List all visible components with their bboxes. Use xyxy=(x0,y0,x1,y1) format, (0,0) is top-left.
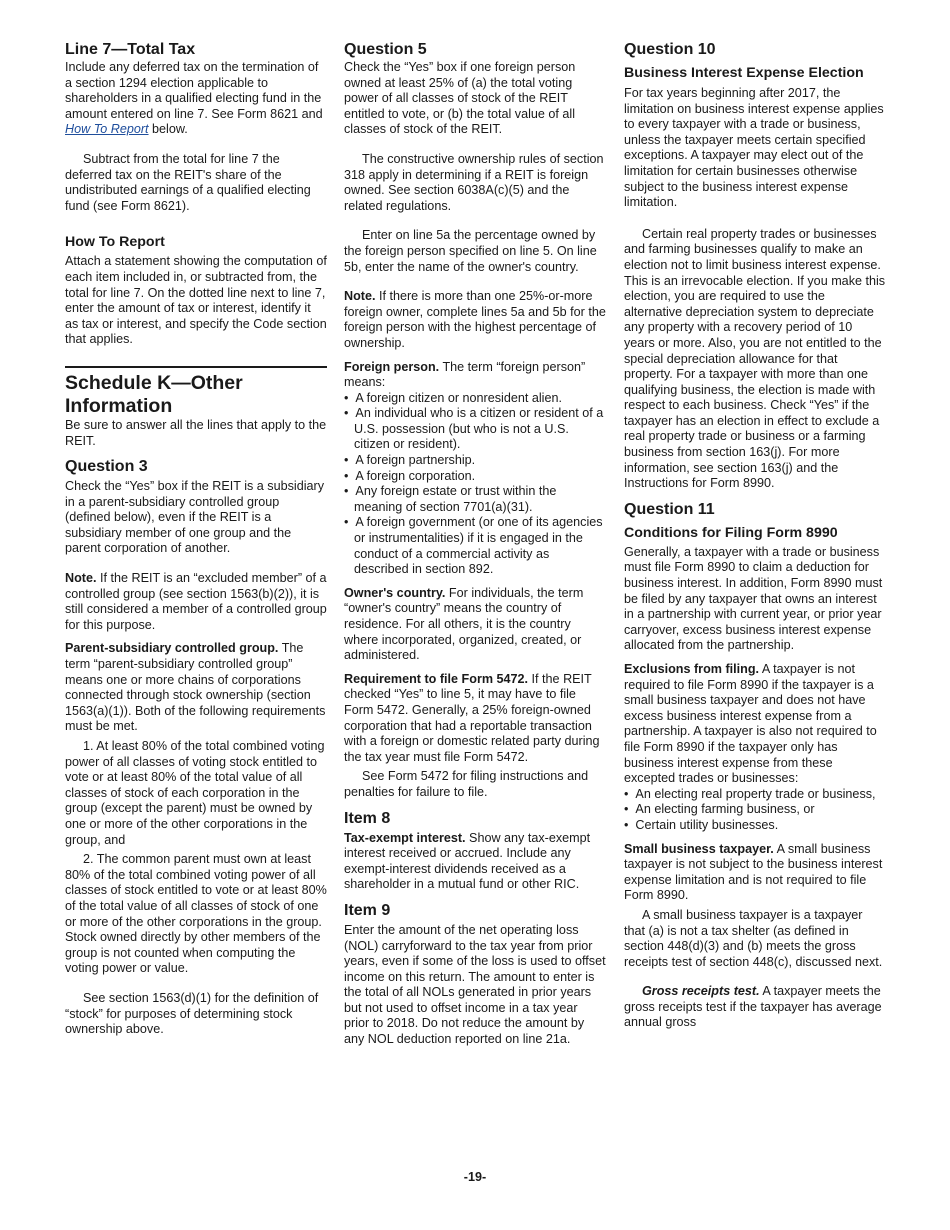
fp-text: The term “foreign person” means: xyxy=(344,359,586,390)
business-interest-election-heading: Business Interest Expense Election xyxy=(624,65,864,81)
conditions-heading: Conditions for Filing Form 8990 xyxy=(624,524,838,541)
form-5472-paragraph xyxy=(344,672,606,766)
req-text: If the REIT checked “Yes” to line 5, it may have to file Form 5472. Generally, a 25% foreign-owned corporation that had a reportable transaction with a foreign or domestic related party during the tax year must file Form 5472. xyxy=(344,671,600,764)
grt-text: A taxpayer meets the gross receipts test if the taxpayer has average annual gross xyxy=(624,984,882,1030)
line7-heading: Line 7—Total Tax xyxy=(65,41,196,58)
oc-label: Owner's country. xyxy=(344,585,446,600)
question-10-heading: Question 10 xyxy=(624,41,716,58)
line7-text-b: below. xyxy=(148,122,188,137)
note-label: Note. xyxy=(65,571,97,586)
oc-text: For individuals, the term “owner's country” means the country of residence. For all others, it is the country where incorporated, organized, created, or administered. xyxy=(344,585,584,663)
exclusions-paragraph xyxy=(624,662,886,787)
note-text: If there is more than one 25%-or-more foreign owner, complete lines 5a and 5b for the foreign person with the highest percentage of ownership. xyxy=(344,289,606,350)
fp-label: Foreign person. xyxy=(344,359,440,374)
list-item-text: An electing farming business, or xyxy=(635,802,815,817)
question-11-heading: Question 11 xyxy=(624,500,715,518)
schedule-k-intro: Be sure to answer all the lines that apply to the REIT. xyxy=(65,417,327,448)
note-label: Note. xyxy=(344,289,376,304)
list-item-text: Any foreign estate or trust within the meaning of section 7701(a)(31). xyxy=(354,484,557,514)
list-item-text: A foreign citizen or nonresident alien. xyxy=(355,390,562,405)
list-item: • A foreign partnership. xyxy=(344,453,476,468)
see-section-1563: See section 1563(d)(1) for the definition of “stock” for purposes of determining stock ownership above. xyxy=(65,990,319,1037)
question-5-heading: Question 5 xyxy=(344,41,427,58)
list-item-text: A foreign corporation. xyxy=(355,468,476,483)
tei-text: Show any tax-exempt interest received or accrued. Include any exempt-interest dividends received as a shareholder in a mutual fund or other RIC. xyxy=(344,830,591,892)
list-item-text: An electing real property trade or business, xyxy=(635,786,876,801)
list-item: • An individual who is a citizen or resident of a U.S. possession (but who is not a U.S. citizen or resident). xyxy=(344,406,604,452)
column-2 xyxy=(344,40,606,1048)
page-number: -19- xyxy=(463,1170,487,1184)
see-form-5472: See Form 5472 for filing instructions and penalties for failure to file. xyxy=(344,769,589,799)
list-item-text: Certain utility businesses. xyxy=(635,817,779,832)
list-item-text: An individual who is a citizen or resident of a U.S. possession (but who is not a U.S. citizen or resident). xyxy=(354,406,604,452)
how-to-report-heading: How To Report xyxy=(65,234,165,251)
column-3 xyxy=(624,40,886,1031)
tax-exempt-paragraph xyxy=(344,831,606,893)
gross-receipts-paragraph xyxy=(624,984,886,1031)
requirement-1: 1. At least 80% of the total combined voting power of all classes of voting stock entitled to vote or at least 80% of the total value of all classes of stock of each corporation in the group (except the parent) must be owned by one or more of the other corporations in the group, and xyxy=(65,739,325,847)
foreign-person-list xyxy=(344,391,606,578)
owners-country-paragraph xyxy=(344,586,606,664)
foreign-person-paragraph xyxy=(344,360,606,391)
list-item-text: A foreign government (or one of its agencies or instrumentalities) if it is engaged in the conduct of a commercial activity as described in section 892. xyxy=(354,515,603,577)
list-item: • A foreign corporation. xyxy=(344,468,476,483)
excl-text: A taxpayer is not required to file Form 8990 if the taxpayer is a small business taxpayer and does not have excess business interest expense from a partnership. A taxpayer is also not required to file Form 8990 if the taxpayer only has business interest expense from these excepted trades or businesses: xyxy=(624,662,877,786)
list-item: • An electing farming business, or xyxy=(624,802,815,817)
how-to-report-paragraph: Attach a statement showing the computation of each item included in, or subtracted from, the total for line 7. On the dotted line next to line 7, enter the amount of tax or interest, identify it as tax or interest, and specify the Code section that applies. xyxy=(65,254,327,347)
note-text: If the REIT is an “excluded member” of a controlled group (see section 1563(b)(2)), it is still considered a member of a controlled group for this purpose. xyxy=(65,571,327,632)
list-item: • An electing real property trade or business, xyxy=(624,786,876,801)
question-3-heading: Question 3 xyxy=(65,458,148,476)
parent-subsidiary-paragraph xyxy=(65,641,327,735)
question-10-paragraph-1: For tax years beginning after 2017, the limitation on business interest expense applies to every taxpayer with a trade or business, unless the taxpayer meets certain specified exceptions. A taxpayer may elect out of the limitation for certain businesses otherwise subject to the business interest expense limitation. xyxy=(624,86,884,210)
q3-note xyxy=(65,571,327,633)
list-item-text: A foreign partnership. xyxy=(355,453,476,468)
tei-label: Tax-exempt interest. xyxy=(344,830,466,845)
question-5-paragraph-2: The constructive ownership rules of section 318 apply in determining if a REIT is foreign owned. See section 6038A(c)(5) and the related regulations. xyxy=(344,151,604,213)
small-business-paragraph-2: A small business taxpayer is a taxpayer that (a) is not a tax shelter (as defined in section 448(d)(3) and (b) meets the gross receipts test of section 448(c), discussed next. xyxy=(624,907,883,969)
question-10-paragraph-2: Certain real property trades or businesses and farming businesses qualify to make an election not to limit business interest expense. This is an irrevocable election. If you make this election, you are required to use the alternative depreciation system to depreciate any property with a recovery period of 10 years or more. Also, you are not entitled to the special depreciation allowance for that property. For a taxpayer with more than one qualifying business, the election is made with respect to each business. Check “Yes” if the taxpayer has an election in effect to exclude a real property trade or business or a farming business from section 163(j). For more information, see section 163(j) and the Instructions for Form 8990. xyxy=(624,226,886,491)
sbt-label: Small business taxpayer. xyxy=(624,841,774,856)
section-divider xyxy=(65,366,327,368)
requirement-2: 2. The common parent must own at least 80% of the total combined voting power of all classes of stock entitled to vote or at least 80% of the total value of all classes of stock of one or more of the other corporations in the group. Stock owned directly by other members of the group is not counted when computing the voting power or value. xyxy=(65,852,327,976)
psg-text: The term “parent-subsidiary controlled group” means one or more chains of corporations connected through stock ownership (section 1563(a)(1)). Both of the following requirements must be met. xyxy=(65,641,326,734)
list-item: • A foreign government (or one of its agencies or instrumentalities) if it is engaged in the conduct of a commercial activity as described in section 892. xyxy=(344,515,603,577)
psg-label: Parent-subsidiary controlled group. xyxy=(65,641,279,656)
req-label: Requirement to file Form 5472. xyxy=(344,671,529,686)
q5-note xyxy=(344,289,606,351)
line7-text-a: Include any deferred tax on the termination of a section 1294 election applicable to shareholders in a qualified electing fund in the amount entered on line 7. See Form 8621 and xyxy=(65,60,323,121)
item-8-heading: Item 8 xyxy=(344,809,391,827)
line7-paragraph-2: Subtract from the total for line 7 the deferred tax on the REIT's share of the undistributed earnings of a qualified electing fund (see Form 8621). xyxy=(65,151,311,213)
small-business-paragraph xyxy=(624,842,886,904)
column-1 xyxy=(65,40,327,1038)
question-3-paragraph: Check the “Yes” box if the REIT is a subsidiary in a parent-subsidiary controlled group (defined below), even if the REIT is a subsidiary member of one group and the parent corporation of another. xyxy=(65,479,324,556)
line7-paragraph-1 xyxy=(65,60,327,138)
sbt-text: A small business taxpayer is not subject to the business interest expense limitation and is not required to file Form 8990. xyxy=(624,841,883,903)
question-5-paragraph-1: Check the “Yes” box if one foreign person owned at least 25% of (a) the total voting power of all classes of stock of the REIT entitled to vote, or (b) the total value of all classes of stock of the REIT. xyxy=(344,60,576,137)
list-item: • A foreign citizen or nonresident alien. xyxy=(344,390,562,405)
item-9-heading: Item 9 xyxy=(344,901,391,919)
schedule-k-heading: Schedule K—Other Information xyxy=(65,371,243,417)
how-to-report-link[interactable]: How To Report xyxy=(65,122,149,137)
exclusions-list xyxy=(624,787,886,834)
excl-label: Exclusions from filing. xyxy=(624,662,760,676)
list-item: • Certain utility businesses. xyxy=(624,817,779,832)
list-item: • Any foreign estate or trust within the meaning of section 7701(a)(31). xyxy=(344,484,557,514)
item-9-paragraph: Enter the amount of the net operating loss (NOL) carryforward to the tax year from prior years, even if some of the loss is used to offset income on this return. The amount to enter is the total of all NOLs generated in prior years but not used to offset income in a tax year prior to 2018. Do not reduce the amount by any NOL deduction reported on line 21a. xyxy=(344,922,606,1047)
conditions-paragraph: Generally, a taxpayer with a trade or business must file Form 8990 to claim a deduction for business interest. In addition, Form 8990 must be filed by any taxpayer that owns an interest in a partnership with current year, or prior year carryover, excess business interest expense allocated from the partnership. xyxy=(624,544,883,653)
question-5-paragraph-3: Enter on line 5a the percentage owned by the foreign person specified on line 5. On line 5b, enter the name of the owner's country. xyxy=(344,228,597,274)
grt-label: Gross receipts test. xyxy=(642,984,760,999)
